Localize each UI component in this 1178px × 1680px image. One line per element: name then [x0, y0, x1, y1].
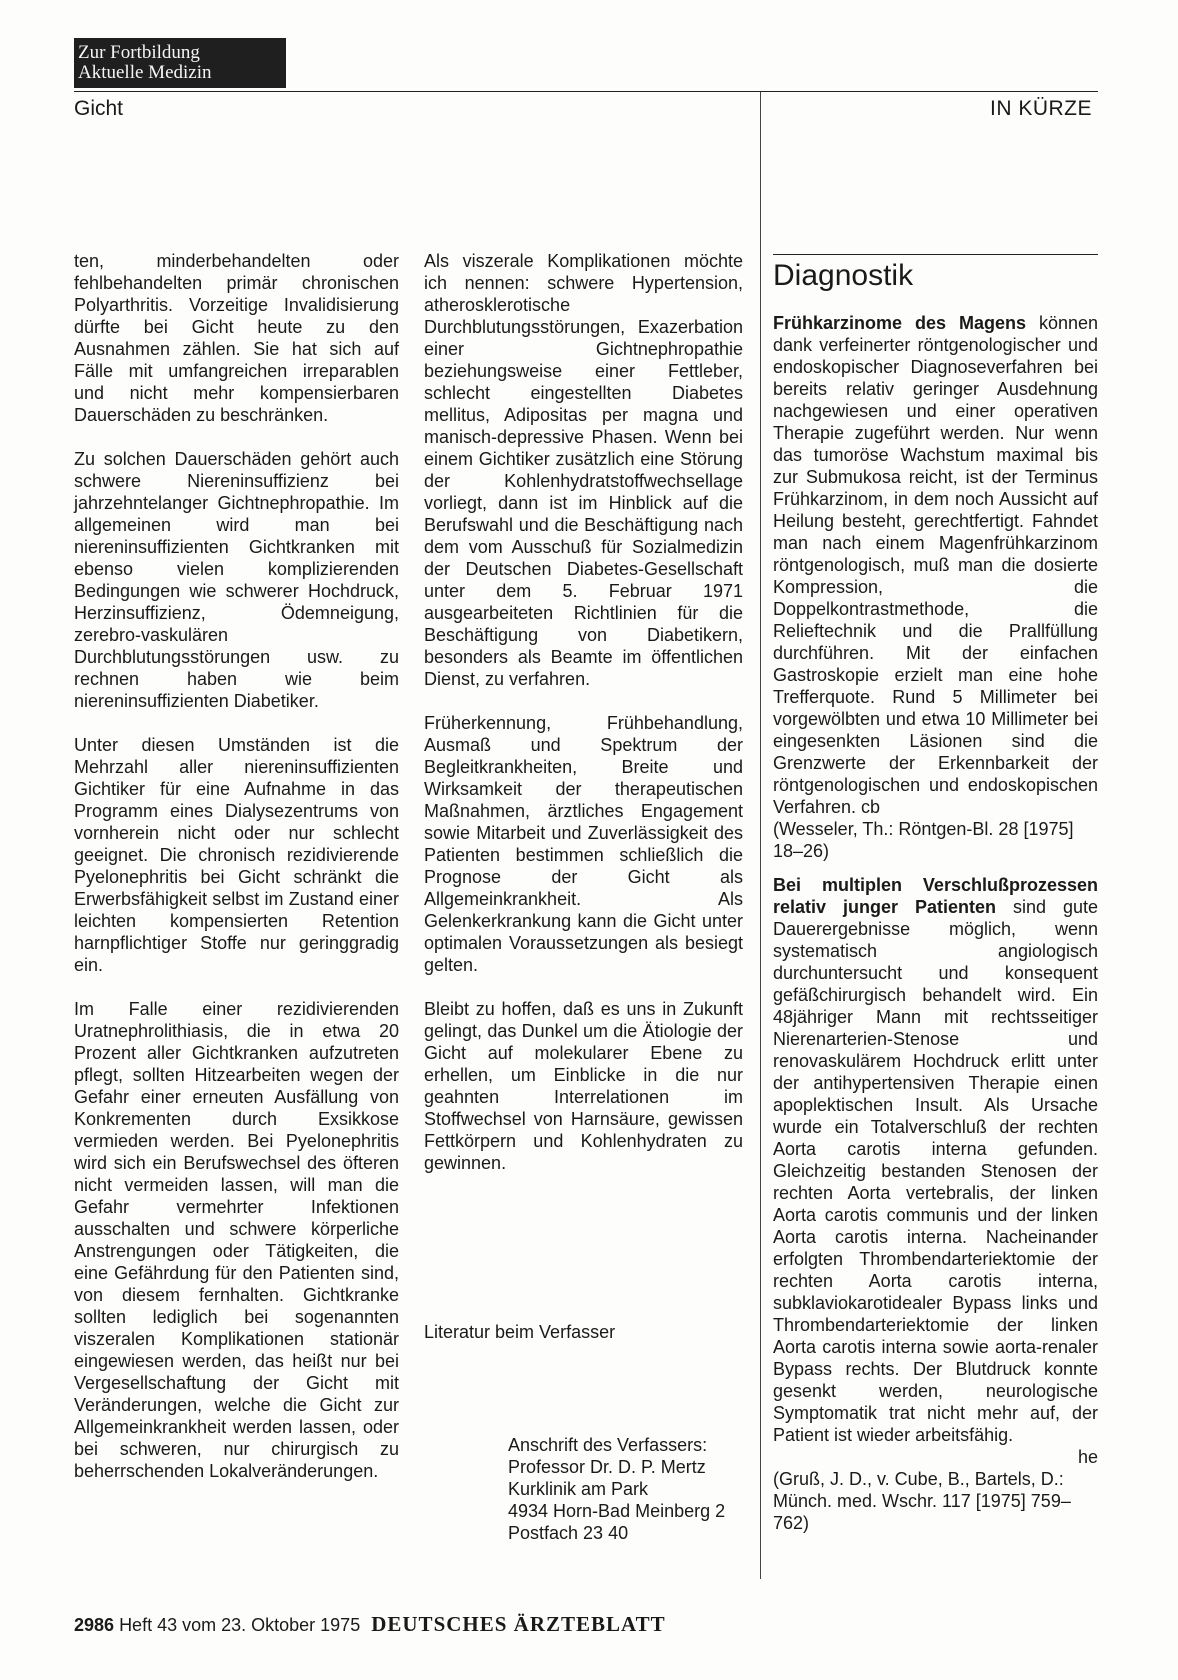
news-item-reference: (Gruß, J. D., v. Cube, B., Bartels, D.: Münch. med. Wschr. 117 [1975] 759–762): [773, 1469, 1071, 1533]
series-label-box: [74, 38, 286, 88]
news-item-body: können dank verfeinerter röntgenologischer und endoskopischer Diagnoseverfahren bei bereits relativ geringer Ausdehnung nachgewiesen und einer operativen Therapie zugeführt werden. Nur wenn das tumoröse Wachstum maximal bis zur Submukosa reicht, ist der Terminus Frühkarzinom, in dem noch Aussicht auf Heilung besteht, gerechtfertigt. Fahndet man nach einem Magenfrühkarzinom röntgenologisch, muß man die dosierte Kompression, die Doppelkontrastmethode, die Relieftechnik und die Prallfüllung durchführen. Mit der einfachen Gastroskopie erzielt man eine hohe Trefferquote. Rund 5 Millimeter bei vorgewölbten und etwa 10 Millimeter bei eingesenkten Läsionen sind die Grenzwerte der Erkennbarkeit der röntgenologischen und endoskopischen Verfahren. cb: [773, 313, 1098, 817]
section-title-right: IN KÜRZE: [990, 97, 1093, 120]
news-item-body: sind gute Dauerergebnisse möglich, wenn systematisch angiologisch durchuntersucht und konsequent gefäßchirurgisch behandelt wird. Ein 48jähriger Mann mit rechtsseitiger Nierenarterien-Stenose und renovaskulärem Hochdruck erlitt unter der antihypertensiven Therapie einen apoplektischen Insult. Als Ursache wurde ein Totalverschluß der rechten Aorta carotis interna gefunden. Gleichzeitig bestanden Stenosen der rechten Aorta vertebralis, der linken Aorta carotis communis und der linken Aorta carotis interna. Nacheinander erfolgten Thrombendarteriektomie der rechten Aorta carotis interna, subklaviokarotidealer Bypass links und Thrombendarteriektomie der linken Aorta carotis interna sowie aorta-renaler Bypass rechts. Der Blutdruck konnte gesenkt werden, neurologische Symptomatik trat nicht mehr auf, der Patient ist wieder arbeitsfähig.: [773, 897, 1098, 1445]
diagnostik-heading: Diagnostik: [773, 259, 914, 292]
author-address: [508, 1434, 725, 1544]
address-line: Professor Dr. D. P. Mertz: [508, 1457, 706, 1477]
address-line: Kurklinik am Park: [508, 1479, 649, 1499]
page-footer: [74, 1612, 666, 1637]
issue-info: Heft 43 vom 23. Oktober 1975: [119, 1615, 361, 1635]
literature-note: Literatur beim Verfasser: [424, 1322, 616, 1342]
diagnostik-rule: [773, 254, 1098, 255]
page-number: 2986: [74, 1615, 115, 1635]
paragraph: Unter diesen Umständen ist die Mehrzahl aller niereninsuffizienten Gichtiker für eine Aufnahme in das Programm eines Dialysezentrums von vornherein nicht oder nur schlecht geeignet. Die chronisch rezidivierende Pyelonephritis bei Gicht schränkt die Erwerbsfähigkeit selbst im Zustand einer leichten kompensierten Retention harnpflichtiger Stoffe nur geringgradig ein.: [74, 735, 399, 975]
paragraph: ten, minderbehandelten oder fehlbehandelten primär chronischen Polyarthritis. Vorzeitige Invalidisierung dürfte bei Gicht heute zu den Ausnahmen zählen. Sie hat sich auf Fälle mit umfangreichen irreparablen und nicht mehr kompensierbaren Dauerschäden zu beschränken.: [74, 251, 399, 425]
section-title-left: Gicht: [74, 97, 124, 120]
address-line: Anschrift des Verfassers:: [508, 1435, 708, 1455]
news-item: [773, 312, 1098, 862]
paragraph: Früherkennung, Frühbehandlung, Ausmaß und Spektrum der Begleitkrankheiten, Breite und Wirksamkeit der therapeutischen Maßnahmen, ärztliches Engagement sowie Mitarbeit und Zuverlässigkeit des Patienten bestimmen schließlich die Prognose der Gicht als Allgemeinkrankheit. Als Gelenkerkrankung kann die Gicht unter optimalen Voraussetzungen als besiegt gelten.: [424, 713, 743, 975]
paragraph: Im Falle einer rezidivierenden Uratnephrolithiasis, die in etwa 20 Prozent aller Gichtkranken aufzutreten pflegt, sollten Hitzearbeiten wegen der Gefahr einer erneuten Ausfällung von Konkrementen durch Exsikkose vermieden werden. Bei Pyelonephritis wird sich ein Berufswechsel des öfteren nicht vermeiden lassen, will man die Gefahr vermehrter Infektionen ausschalten und schwere körperliche Anstrengungen oder Tätigkeiten, die eine Gefährdung für den Patienten sind, von diesem fernhalten. Gichtkranke sollten lediglich bei sogenannten viszeralen Komplikationen stationär eingewiesen werden, das heißt nur bei Vergesellschaftung der Gicht mit Veränderungen, welche die Gicht zur Allgemeinkrankheit werden lassen, oder bei schweren, nur chirurgisch zu beherrschenden Lokalveränderungen.: [74, 999, 399, 1481]
news-item-lead: Bei multiplen Verschlußprozessen relativ junger Patienten: [773, 875, 1098, 917]
news-item-signature: he: [1077, 1447, 1098, 1467]
paragraph: Bleibt zu hoffen, daß es uns in Zukunft gelingt, das Dunkel um die Ätiologie der Gicht auf molekularer Ebene zu erhellen, um Einblicke in die nur geahnten Interrelationen im Stoffwechsel von Harnsäure, gewissen Fettkörpern und Kohlenhydraten zu gewinnen.: [424, 999, 743, 1173]
series-label-line2: Aktuelle Medizin: [78, 62, 212, 83]
series-label-line1: Zur Fortbildung: [78, 42, 200, 63]
address-line: Postfach 23 40: [508, 1523, 629, 1543]
paragraph: Als viszerale Komplikationen möchte ich nennen: schwere Hypertension, atherosklerotische Durchblutungsstörungen, Exazerbation einer Gichtnephropathie beziehungsweise einer Fettleber, schlecht eingestellten Diabetes mellitus, Adipositas per magna und manisch-depressive Phasen. Wenn bei einem Gichtiker zusätzlich eine Störung der Kohlenhydratstoffwechsellage vorliegt, dann ist im Hinblick auf die Berufswahl und die Beschäftigung nach dem vom Ausschuß für Sozialmedizin der Deutschen Diabetes-Gesellschaft unter dem 5. Februar 1971 ausgearbeiteten Richtlinien für die Beschäftigung von Diabetikern, besonders als Beamte im öffentlichen Dienst, zu verfahren.: [424, 251, 743, 689]
news-column: [773, 312, 1098, 1534]
news-item-lead: Frühkarzinome des Magens: [773, 313, 1026, 333]
article-column-1: [74, 250, 399, 1482]
publication-name: DEUTSCHES ÄRZTEBLATT: [371, 1612, 666, 1636]
news-item: [773, 874, 1098, 1534]
column-divider: [760, 92, 761, 1579]
address-line: 4934 Horn-Bad Meinberg 2: [508, 1501, 726, 1521]
paragraph: Zu solchen Dauerschäden gehört auch schwere Niereninsuffizienz bei jahrzehntelanger Gichtnephropathie. Im allgemeinen wird man bei niereninsuffizienten Gichtkranken mit ebenso vielen komplizierenden Bedingungen wie schwerer Hochdruck, Herzinsuffizienz, Ödemneigung, zerebro-vaskulären Durchblutungsstörungen usw. zu rechnen haben wie beim niereninsuffizienten Diabetiker.: [74, 449, 399, 711]
header-rule: [74, 91, 1098, 92]
news-item-reference: (Wesseler, Th.: Röntgen-Bl. 28 [1975] 18–26): [773, 819, 1074, 861]
article-column-2: [424, 250, 743, 1174]
